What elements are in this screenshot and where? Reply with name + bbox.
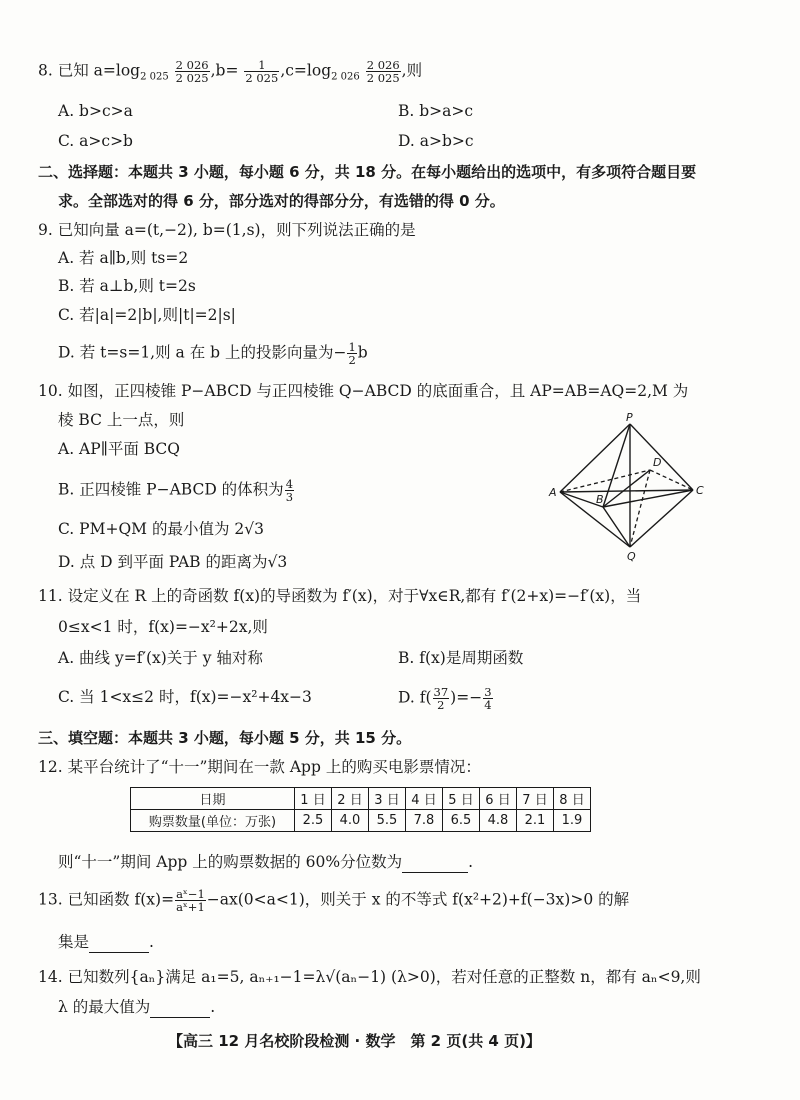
diagonal-ac — [560, 490, 693, 492]
q9-stem: 9. 已知向量 a=(t,−2), b=(1,s)，则下列说法正确的是 — [38, 221, 416, 239]
edge-cq — [630, 490, 693, 547]
hidden-edge-dc — [650, 470, 693, 490]
q8-stem — [38, 59, 422, 89]
q9-option-a: A. 若 a∥b,则 ts=2 — [58, 249, 189, 267]
q11-stem: 11. 设定义在 R 上的奇函数 f(x)的导函数为 f′(x)，对于∀x∈R,都有 f′(2+x)=−f′(x)，当 — [38, 587, 642, 605]
table-header-cell: 6 日 — [480, 788, 517, 810]
q14-stem-cont: λ 的最大值为 . — [58, 998, 216, 1016]
page-footer: 【高三 12 月名校阶段检测 · 数学 第 2 页(共 4 页)】 — [168, 1032, 541, 1050]
edge-aq — [560, 492, 630, 547]
q11-option-c: C. 当 1<x≤2 时，f(x)=−x²+4x−3 — [58, 688, 312, 706]
edge-bq — [603, 507, 630, 547]
q11-option-a: A. 曲线 y=f′(x)关于 y 轴对称 — [58, 649, 263, 667]
label-b: B — [596, 493, 604, 506]
hidden-edge-dq — [630, 470, 650, 547]
table-header-cell: 日期 — [131, 788, 295, 810]
q8-log-base-1: 2 025 — [140, 71, 169, 83]
table-cell: 购票数量(单位：万张) — [131, 810, 295, 832]
q10-option-c: C. PM+QM 的最小值为 2√3 — [58, 520, 264, 538]
table-cell: 7.8 — [406, 810, 443, 832]
q8-option-d: D. a>b>c — [398, 132, 474, 150]
table-header-cell: 7 日 — [517, 788, 554, 810]
q10-stem: 10. 如图，正四棱锥 P−ABCD 与正四棱锥 Q−ABCD 的底面重合，且 AP=AB=AQ=2,M 为 — [38, 382, 689, 400]
q10-option-b: B. 正四棱锥 P−ABCD 的体积为 $\frac{4}{3}$ — [58, 477, 294, 504]
q8-fraction-2: $\frac{1}{2 025}$ — [245, 58, 279, 85]
ticket-sales-table — [130, 787, 591, 832]
table-cell: 2.5 — [295, 810, 332, 832]
table-cell: 1.9 — [554, 810, 591, 832]
label-a: A — [549, 486, 557, 499]
table-header-cell: 4 日 — [406, 788, 443, 810]
diagonal-bd — [603, 470, 650, 507]
q8-fraction-3: $\frac{2 026}{2 025}$ — [366, 58, 400, 85]
table-cell: 4.8 — [480, 810, 517, 832]
table-header-cell: 5 日 — [443, 788, 480, 810]
q9-option-d: D. 若 t=s=1,则 a 在 b 上的投影向量为− $\frac{1}{2}$ b — [58, 340, 368, 367]
q8-text-b: ,b= — [210, 61, 239, 80]
octahedron-figure — [548, 412, 723, 562]
table-cell: 6.5 — [443, 810, 480, 832]
q8-option-b: B. b>a>c — [398, 102, 474, 120]
answer-blank — [402, 856, 468, 873]
q11-stem-cont: 0≤x<1 时，f(x)=−x²+2x,则 — [58, 618, 268, 636]
q11-d-fraction-1: $\frac{37}{2}$ — [433, 685, 449, 712]
q9-d-fraction: $\frac{1}{2}$ — [348, 340, 356, 367]
table-header-row — [131, 788, 591, 810]
table-header-cell: 3 日 — [369, 788, 406, 810]
q8-log-base-2: 2 026 — [331, 71, 360, 83]
table-header-cell: 8 日 — [554, 788, 591, 810]
q11-option-b: B. f(x)是周期函数 — [398, 649, 524, 667]
q12-question: 则“十一”期间 App 上的购票数据的 60%分位数为 . — [58, 853, 474, 871]
section-3-heading: 三、填空题：本题共 3 小题，每小题 5 分，共 15 分。 — [38, 729, 412, 747]
q8-text-c: ,c=log — [280, 61, 332, 80]
q12-stem: 12. 某平台统计了“十一”期间在一款 App 上的购买电影票情况： — [38, 758, 481, 776]
label-q: Q — [627, 550, 636, 562]
q10-option-a: A. AP∥平面 BCQ — [58, 440, 181, 458]
q8-fraction-1: $\frac{2 026}{2 025}$ — [175, 58, 209, 85]
q8-option-a: A. b>c>a — [58, 102, 133, 120]
table-header-cell: 1 日 — [295, 788, 332, 810]
table-header-cell: 2 日 — [332, 788, 369, 810]
q8-text-a: 8. 已知 a=log — [38, 61, 141, 80]
label-p: P — [626, 412, 633, 424]
q8-text-d: ,则 — [401, 61, 423, 80]
edge-bc — [603, 490, 693, 507]
q10-b-fraction: $\frac{4}{3}$ — [285, 477, 294, 504]
table-row — [131, 810, 591, 832]
q10-option-d: D. 点 D 到平面 PAB 的距离为√3 — [58, 553, 288, 571]
q14-stem: 14. 已知数列{aₙ}满足 a₁=5, aₙ₊₁−1=λ√(aₙ−1) (λ>0)，若对任意的正整数 n，都有 aₙ<9,则 — [38, 968, 701, 986]
q8-option-c: C. a>c>b — [58, 132, 133, 150]
q10-stem-cont: 棱 BC 上一点，则 — [58, 411, 185, 429]
q11-option-d: D. f( $\frac{37}{2}$ )=− $\frac{3}{4}$ — [398, 685, 492, 712]
section-2-heading-cont: 求。全部选对的得 6 分，部分选对的得部分分，有选错的得 0 分。 — [58, 192, 505, 210]
answer-blank — [89, 936, 149, 953]
q9-option-b: B. 若 a⊥b,则 t=2s — [58, 277, 196, 295]
label-d: D — [653, 456, 662, 469]
section-2-heading: 二、选择题：本题共 3 小题，每小题 6 分，共 18 分。在每小题给出的选项中，有多项符合题目要 — [38, 163, 697, 181]
q9-option-c: C. 若|a|=2|b|,则|t|=2|s| — [58, 306, 236, 324]
table-cell: 2.1 — [517, 810, 554, 832]
answer-blank — [150, 1001, 210, 1018]
edge-pc — [630, 424, 693, 490]
table-cell: 4.0 — [332, 810, 369, 832]
q13-stem-cont: 集是 . — [58, 933, 154, 951]
q13-fraction: $\frac{\text{aˣ−1}}{\text{aˣ+1}}$ — [176, 887, 205, 914]
table-cell: 5.5 — [369, 810, 406, 832]
q11-d-fraction-2: $\frac{3}{4}$ — [484, 685, 492, 712]
q13-stem: 13. 已知函数 f(x)= $\frac{\text{aˣ−1}}{\text{aˣ+1}}$ −ax(0<a<1)，则关于 x 的不等式 f(x²+2)+f(−3x)>0 的解 — [38, 887, 630, 914]
label-c: C — [696, 484, 704, 497]
